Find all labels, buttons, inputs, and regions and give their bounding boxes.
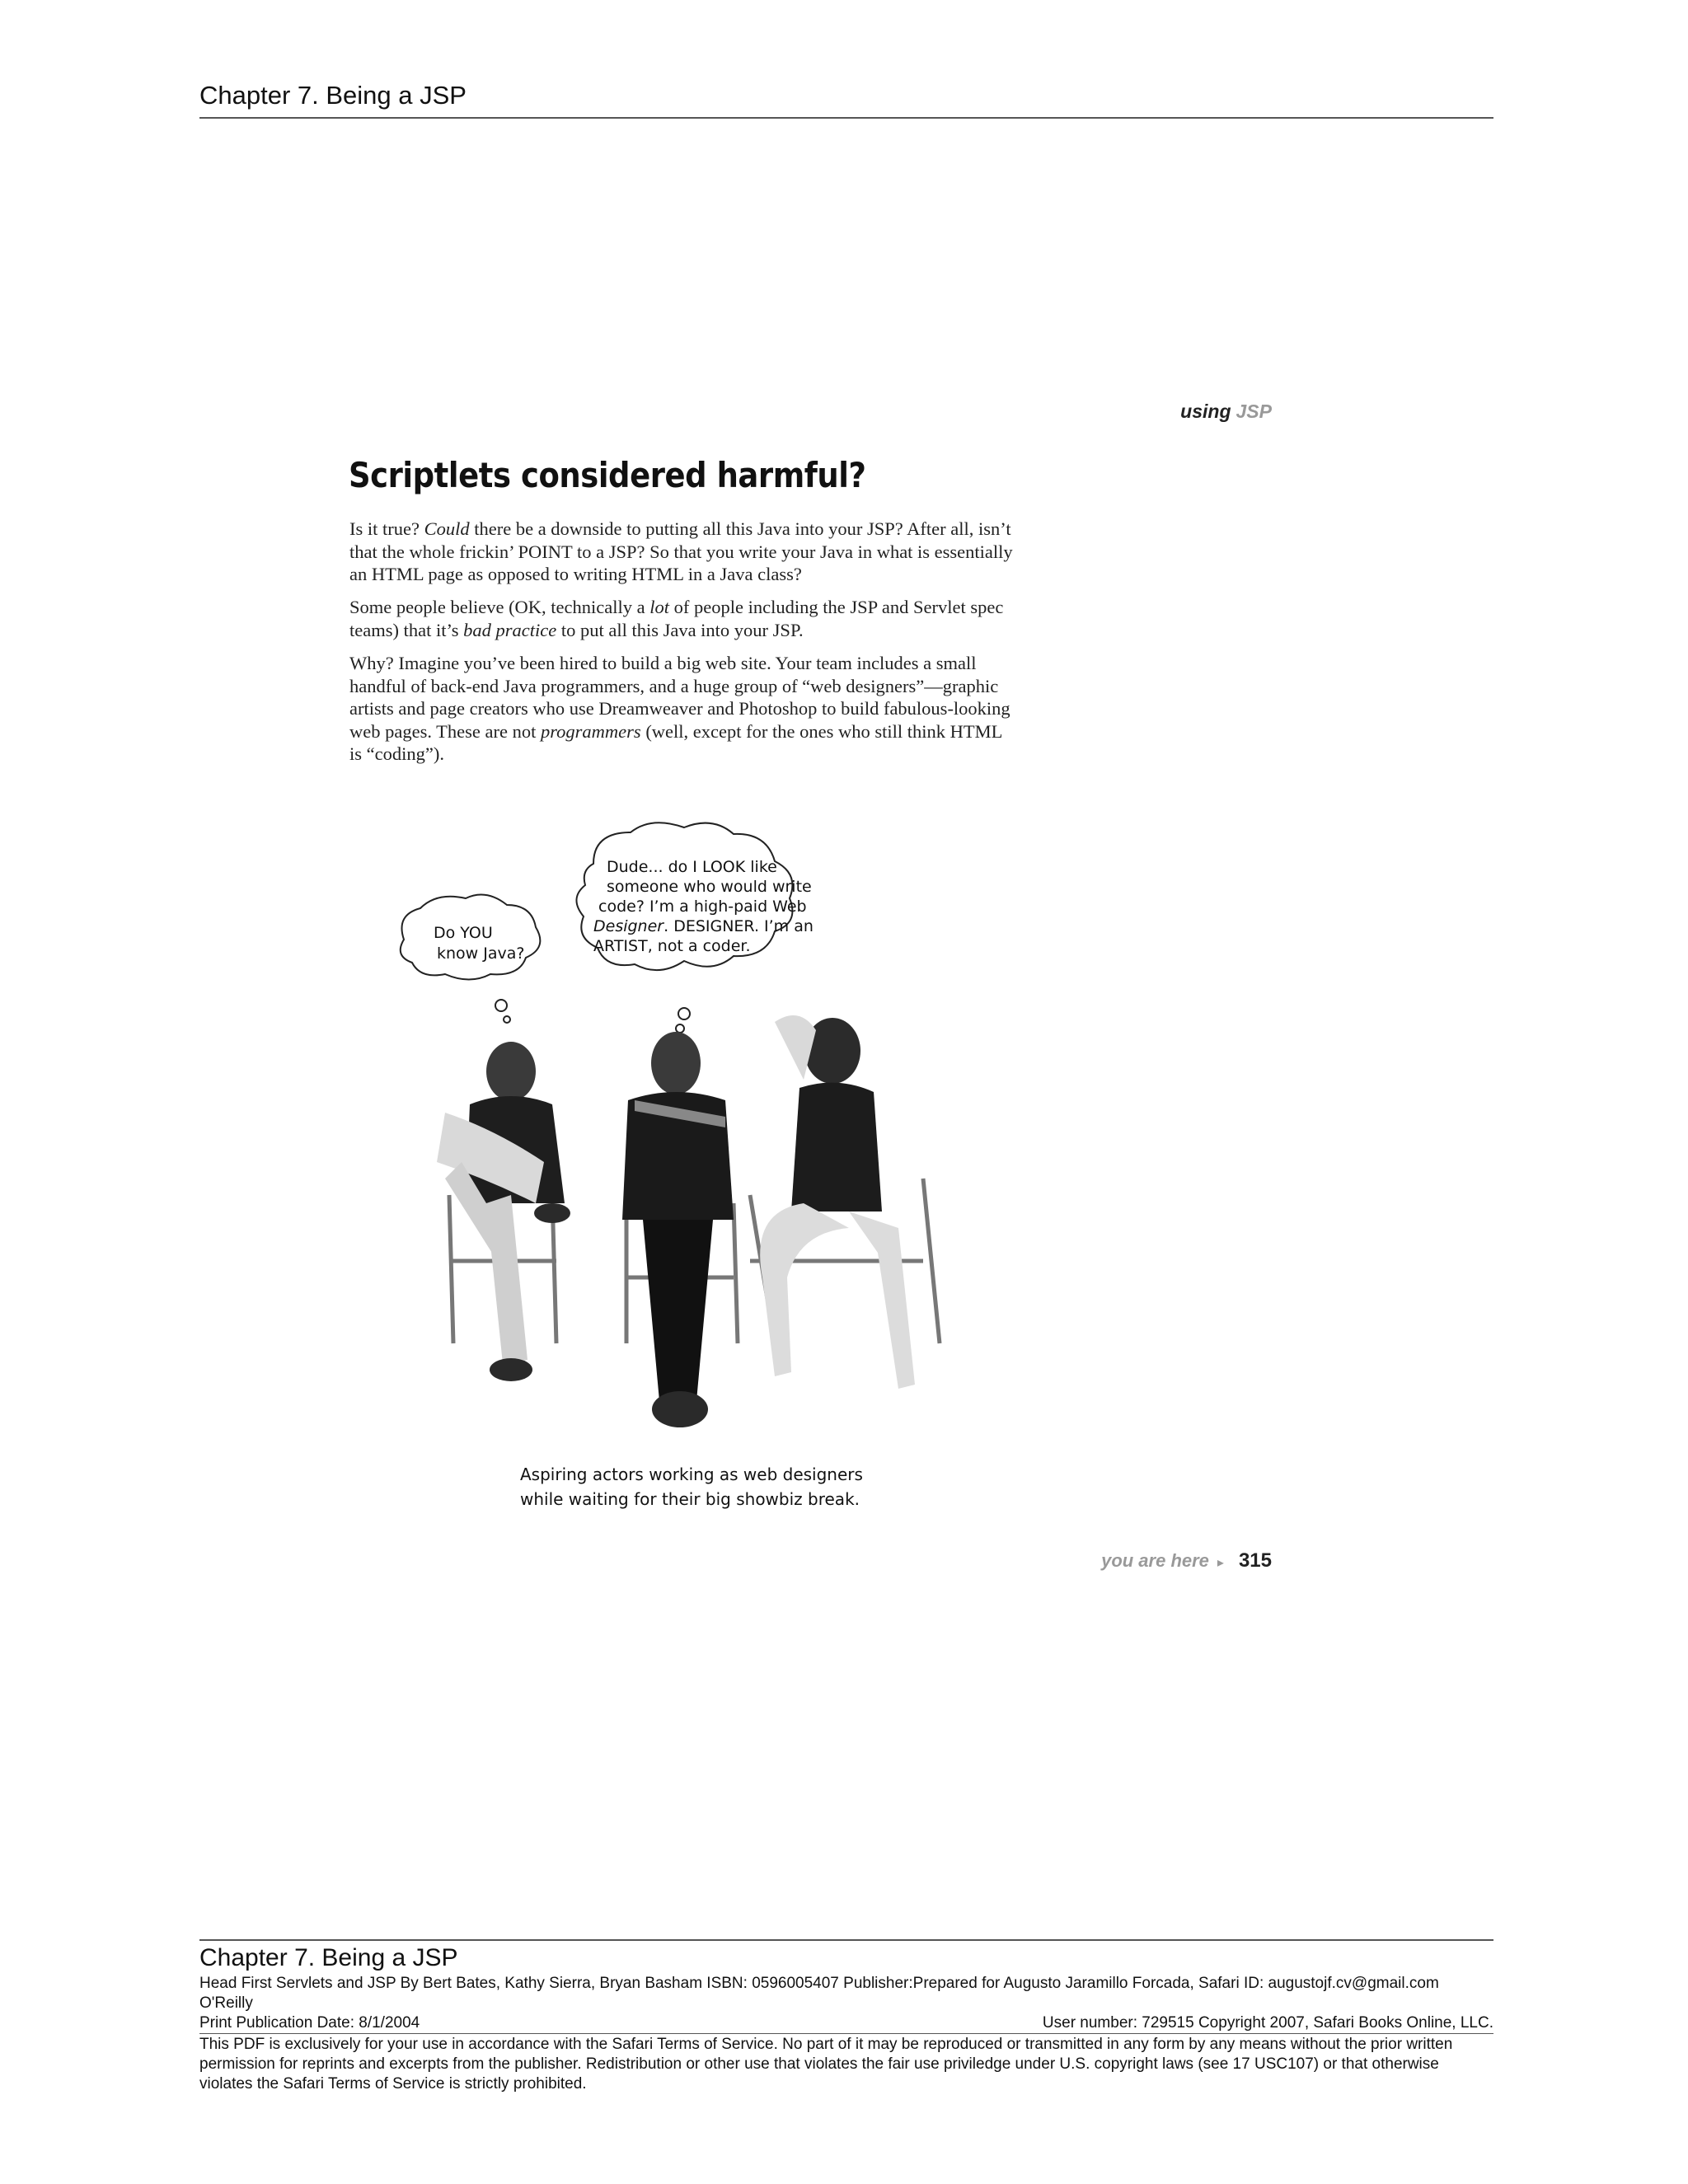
emphasis: Could [424,518,470,539]
running-head-word2: JSP [1236,401,1272,422]
text-run: there be a downside to putting all this Java into your JSP? After all, isn’t that the whole frickin’ POINT to a JSP? So that you write your Java in what is essentially an HTML page as opposed to writing HTML in a Java class? [349,518,1013,584]
paragraph-1 [349,518,1017,586]
illustration-caption [520,1462,863,1511]
running-head [1180,401,1272,423]
bubble-right-designer: Designer [593,917,664,935]
footer-publisher: O'Reilly [199,1994,253,2012]
emphasis: lot [649,597,670,617]
footer-date-row [199,2013,1493,2034]
page-footer [1101,1549,1272,1572]
caption-line1: Aspiring actors working as web designers [520,1465,863,1484]
section-heading: Scriptlets considered harmful? [349,455,866,495]
footer-book-line: Head First Servlets and JSP By Bert Bates, Kathy Sierra, Bryan Basham ISBN: 0596005407 Publisher:Prepared for Augusto Jaramillo Forcada, Safari ID: augustojf.cv@gmail.com [199,1975,1439,1992]
bubble-right-line4-rest: . DESIGNER. I’m an [663,917,814,935]
arrow-right-icon: ▸ [1217,1556,1224,1570]
bubble-left-line2: know Java? [437,944,525,963]
text-run: of people including the JSP and Servlet spec teams) that it’s [349,597,1004,640]
page-header [199,77,1493,119]
bubble-left-line1: Do YOU [434,924,493,942]
bubble-right-line4 [593,917,814,935]
running-head-word1: using [1180,401,1231,422]
chapter-title: Chapter 7. Being a JSP [199,81,467,110]
footer-terms: This PDF is exclusively for your use in accordance with the Safari Terms of Service. No part of it may be reproduced or transmitted in any form by any means without the prior written permission for reprints and excerpts from the publisher. Redistribution or other use that violates the fair use priviledge under U.S. copyright laws (see 17 USC107) or that otherwise violates the Safari Terms of Service is strictly prohibited. [199,2036,1453,2093]
paragraph-2 [349,596,1017,641]
text-run: Is it true? [349,518,424,539]
bubble-right-line5: ARTIST, not a coder. [593,937,751,955]
text-run: to put all this Java into your JSP. [556,619,804,640]
bubble-right-line3: code? I’m a high-paid Web [598,898,807,916]
document-footer [199,1939,1493,2094]
text-run: Some people believe (OK, technically a [349,597,650,617]
thought-bubble-left [401,895,541,1024]
footer-chapter-title: Chapter 7. Being a JSP [199,1944,458,1971]
caption-line2: while waiting for their big showbiz break. [520,1489,860,1509]
text-run: Why? Imagine you’ve been hired to build a big web site. Your team includes a small handful of back-end Java programmers, and a huge group of “web designers”—graphic artists and page creators who use Dreamweaver and Photoshop to build fabulous-looking web pages. These are not [349,653,1010,742]
emphasis: programmers [541,720,641,742]
emphasis: bad practice [463,619,557,640]
you-are-here-label: you are here [1101,1550,1209,1571]
paragraph-3 [349,652,1017,766]
footer-user-number: User number: 729515 Copyright 2007, Safari Books Online, LLC. [1042,2014,1493,2032]
thought-bubble-right [576,823,813,1033]
footer-print-date: Print Publication Date: 8/1/2004 [199,2014,420,2032]
bubble-right-line2: someone who would write [607,878,812,896]
bubble-right-line1: Dude... do I LOOK like [607,858,777,876]
people-photo [437,1015,940,1427]
designers-illustration [387,816,981,1467]
text-run: (well, except for the ones who still think HTML is “coding”). [349,720,1002,764]
page-number: 315 [1238,1549,1272,1572]
